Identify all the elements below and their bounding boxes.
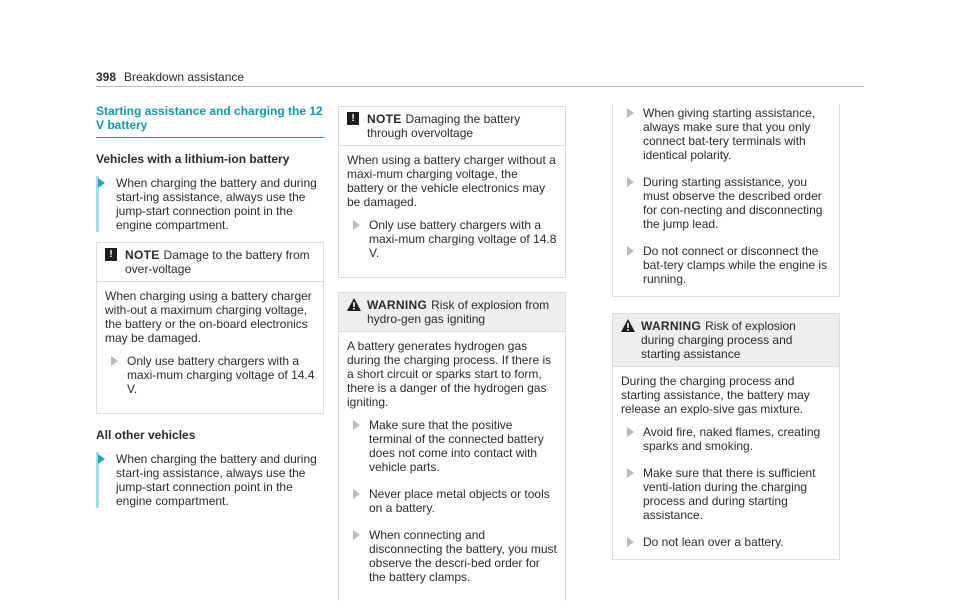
warning-step [621,466,831,522]
warning-box [338,292,566,601]
arrow-bullet-icon [627,246,634,256]
warning-body: During the charging process and starting assistance, the battery may release an explo-sive gas mixture. [621,374,810,416]
warning-triangle-icon [347,298,361,311]
warning-step [347,487,557,515]
arrow-bullet-icon [98,454,105,464]
note-keyword: NOTE [125,248,160,262]
note-heading: Damage to the battery from over-voltage [125,248,310,276]
subheading-lithium: Vehicles with a lithium-ion battery [96,152,290,166]
arrow-bullet-icon [627,468,634,478]
warning-step [621,244,831,286]
warning-keyword: WARNING [367,298,428,312]
warning-heading: Risk of explosion during charging process and starting assistance [641,319,796,361]
section-heading: Starting assistance and charging the 12 V battery [96,104,323,132]
section-title: Breakdown assistance [124,70,245,84]
warning-body: A battery generates hydrogen gas during the charging process. If there is a short circuit or sparks start to form, there is a danger of the hydrogen gas igniting. [347,339,552,409]
arrow-bullet-icon [627,177,634,187]
warning-step [621,535,831,549]
header-divider [96,86,864,87]
warning-header [613,314,839,367]
arrow-bullet-icon [627,427,634,437]
warning-step-text: Never place metal objects or tools on a battery. [369,487,550,515]
column-1 [96,104,324,518]
instruction-block [96,452,324,508]
warning-step-text: Do not lean over a battery. [643,535,784,549]
note-step [347,218,557,260]
arrow-bullet-icon [353,489,360,499]
warning-step-text: During starting assistance, you must observe the described order for con-necting and disconnecting the jump lead. [643,175,823,231]
warning-step-text: When giving starting assistance, always make sure that you only connect bat-tery terminals with identical polarity. [643,106,816,162]
arrow-bullet-icon [98,178,105,188]
warning-step-text: Make sure that there is sufficient venti-lation during the charging process and during starting assistance. [643,466,816,522]
warning-step [347,418,557,474]
column-2 [338,106,566,615]
subheading-other: All other vehicles [96,428,196,442]
exclamation-icon: ! [347,112,359,125]
instruction-block [96,176,324,232]
note-box [96,242,324,414]
arrow-bullet-icon [111,356,118,366]
note-step-text: Only use battery chargers with a maxi-mum charging voltage of 14.4 V. [127,354,315,396]
instruction-text: When charging the battery and during start-ing assistance, always use the jump-start connection point in the engine compartment. [116,452,317,508]
warning-step [621,106,831,162]
note-header [97,243,323,282]
note-step [105,354,315,396]
arrow-bullet-icon [627,108,634,118]
warning-step-text: Do not connect or disconnect the bat-tery clamps while the engine is running. [643,244,828,286]
note-keyword: NOTE [367,112,402,126]
instruction-text: When charging the battery and during start-ing assistance, always use the jump-start connection point in the engine compartment. [116,176,317,232]
warning-triangle-icon [621,319,635,332]
arrow-bullet-icon [353,530,360,540]
arrow-bullet-icon [353,220,360,230]
column-3 [612,104,840,574]
exclamation-icon: ! [105,248,117,261]
note-box [338,106,566,278]
warning-step-text: When connecting and disconnecting the battery, you must observe the descri-bed order for the battery clamps. [369,528,557,584]
warning-keyword: WARNING [641,319,702,333]
arrow-bullet-icon [627,537,634,547]
heading-rule [96,137,324,138]
warning-step-text: Make sure that the positive terminal of the connected battery does not come into contact with vehicle parts. [369,418,544,474]
page-number: 398 [96,70,117,84]
warning-continued-box [612,104,840,297]
note-heading: Damaging the battery through overvoltage [367,112,521,140]
note-header [339,107,565,146]
note-body: When using a battery charger without a maxi-mum charging voltage, the battery or the vehicle electronics may be damaged. [347,153,556,209]
warning-step [621,175,831,231]
warning-step-text: Avoid fire, naked flames, creating sparks and smoking. [643,425,821,453]
warning-step [621,425,831,453]
note-step-text: Only use battery chargers with a maxi-mum charging voltage of 14.8 V. [369,218,557,260]
warning-header [339,293,565,332]
arrow-bullet-icon [353,420,360,430]
warning-step [347,528,557,584]
note-body: When charging using a battery charger with-out a maximum charging voltage, the battery or the on-board electronics may be damaged. [105,289,312,345]
warning-heading: Risk of explosion from hydro-gen gas igniting [367,298,550,326]
warning-box [612,313,840,560]
